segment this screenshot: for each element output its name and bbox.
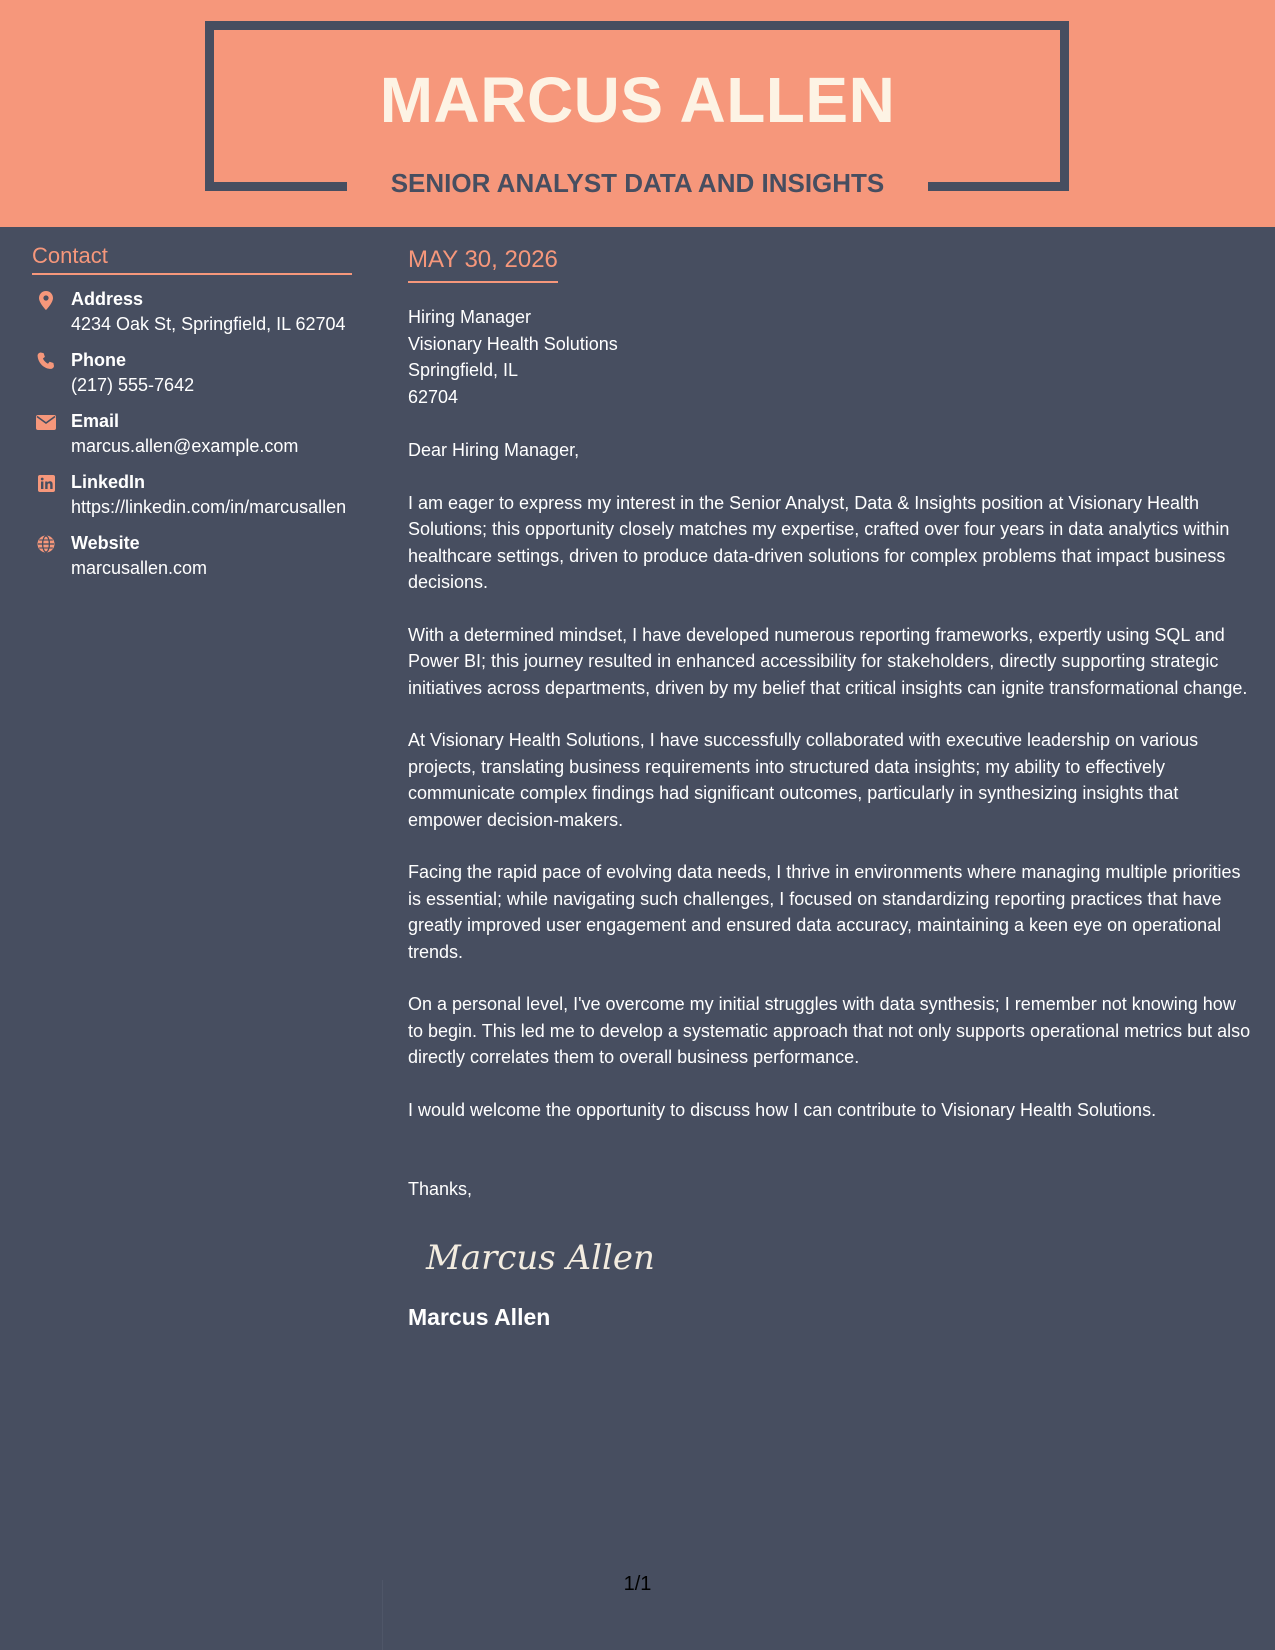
- envelope-icon: [36, 412, 56, 432]
- letter-body: [408, 242, 1253, 1333]
- contact-item-address: [32, 287, 352, 336]
- contact-item-phone: [32, 348, 352, 397]
- contact-label: Website: [71, 533, 140, 553]
- phone-icon: [36, 351, 56, 371]
- recipient-block: [408, 304, 1253, 410]
- letter-paragraph: On a personal level, I've overcome my initial struggles with data synthesis; I remember not knowing how to begin. This led me to develop a systematic approach that not only supports operational metrics but also directly correlates them to overall business performance.: [408, 994, 1251, 1067]
- job-title: SENIOR ANALYST DATA AND INSIGHTS: [390, 168, 885, 198]
- page-number: 1/1: [623, 1573, 652, 1595]
- signer-name: Marcus Allen: [408, 1303, 551, 1330]
- contact-value-phone: (217) 555-7642: [71, 375, 195, 395]
- contact-sidebar: [32, 240, 352, 580]
- contact-value-linkedin[interactable]: https://linkedin.com/in/marcusallen: [71, 497, 347, 517]
- contact-label: Phone: [71, 350, 127, 370]
- contact-item-email: [32, 409, 352, 458]
- globe-icon: [36, 534, 56, 554]
- letter-date: MAY 30, 2026: [408, 242, 558, 283]
- recipient-line: Springfield, IL: [408, 360, 519, 380]
- signature-text: Marcus Allen: [426, 1237, 655, 1278]
- letter-paragraph: With a determined mindset, I have developed numerous reporting frameworks, expertly using SQL and Power BI; this journey resulted in enhanced accessibility for stakeholders, directly supporting strategic initiatives across departments, driven by my belief that critical insights can ignite transformational change.: [408, 624, 1248, 698]
- frame-border-top: [205, 21, 1069, 30]
- recipient-line: Hiring Manager: [408, 307, 532, 327]
- contact-item-linkedin: [32, 470, 352, 519]
- contact-value-website[interactable]: marcusallen.com: [71, 558, 208, 578]
- letter-paragraph: At Visionary Health Solutions, I have successfully collaborated with executive leadership on various projects, translating business requirements into structured data insights; my ability to effectively communicate complex findings had significant outcomes, particularly in synthesizing insights that empower decision-makers.: [408, 730, 1199, 830]
- contact-value-address: 4234 Oak St, Springfield, IL 62704: [71, 314, 346, 334]
- contact-item-website: [32, 531, 352, 580]
- salutation: Dear Hiring Manager,: [408, 440, 580, 460]
- letter-paragraph: I would welcome the opportunity to discuss how I can contribute to Visionary Health Solutions.: [408, 1099, 1157, 1120]
- recipient-line: Visionary Health Solutions: [408, 333, 618, 354]
- contact-label: Address: [71, 289, 144, 309]
- contact-label: LinkedIn: [71, 472, 146, 492]
- letter-paragraph: Facing the rapid pace of evolving data needs, I thrive in environments where managing multiple priorities is essential; while navigating such challenges, I focused on standardizing reporting practices that have greatly improved user engagement and ensured data accuracy, maintaining a keen eye on operational trends.: [408, 862, 1241, 962]
- contact-value-email[interactable]: marcus.allen@example.com: [71, 436, 299, 456]
- recipient-line: 62704: [408, 386, 459, 407]
- closing: Thanks,: [408, 1179, 473, 1199]
- map-pin-icon: [36, 290, 56, 310]
- header: [0, 0, 1275, 227]
- handwritten-signature: [424, 1229, 1253, 1283]
- linkedin-icon: [36, 473, 56, 493]
- applicant-name: MARCUS ALLEN: [379, 64, 896, 136]
- contact-heading: Contact: [32, 240, 352, 275]
- letter-paragraph: I am eager to express my interest in the Senior Analyst, Data & Insights position at Visionary Health Solutions; this opportunity closely matches my expertise, crafted over four years in data analytics within healthcare settings, driven to produce data-driven solutions for complex problems that impact business decisions.: [408, 492, 1230, 592]
- contact-label: Email: [71, 411, 120, 431]
